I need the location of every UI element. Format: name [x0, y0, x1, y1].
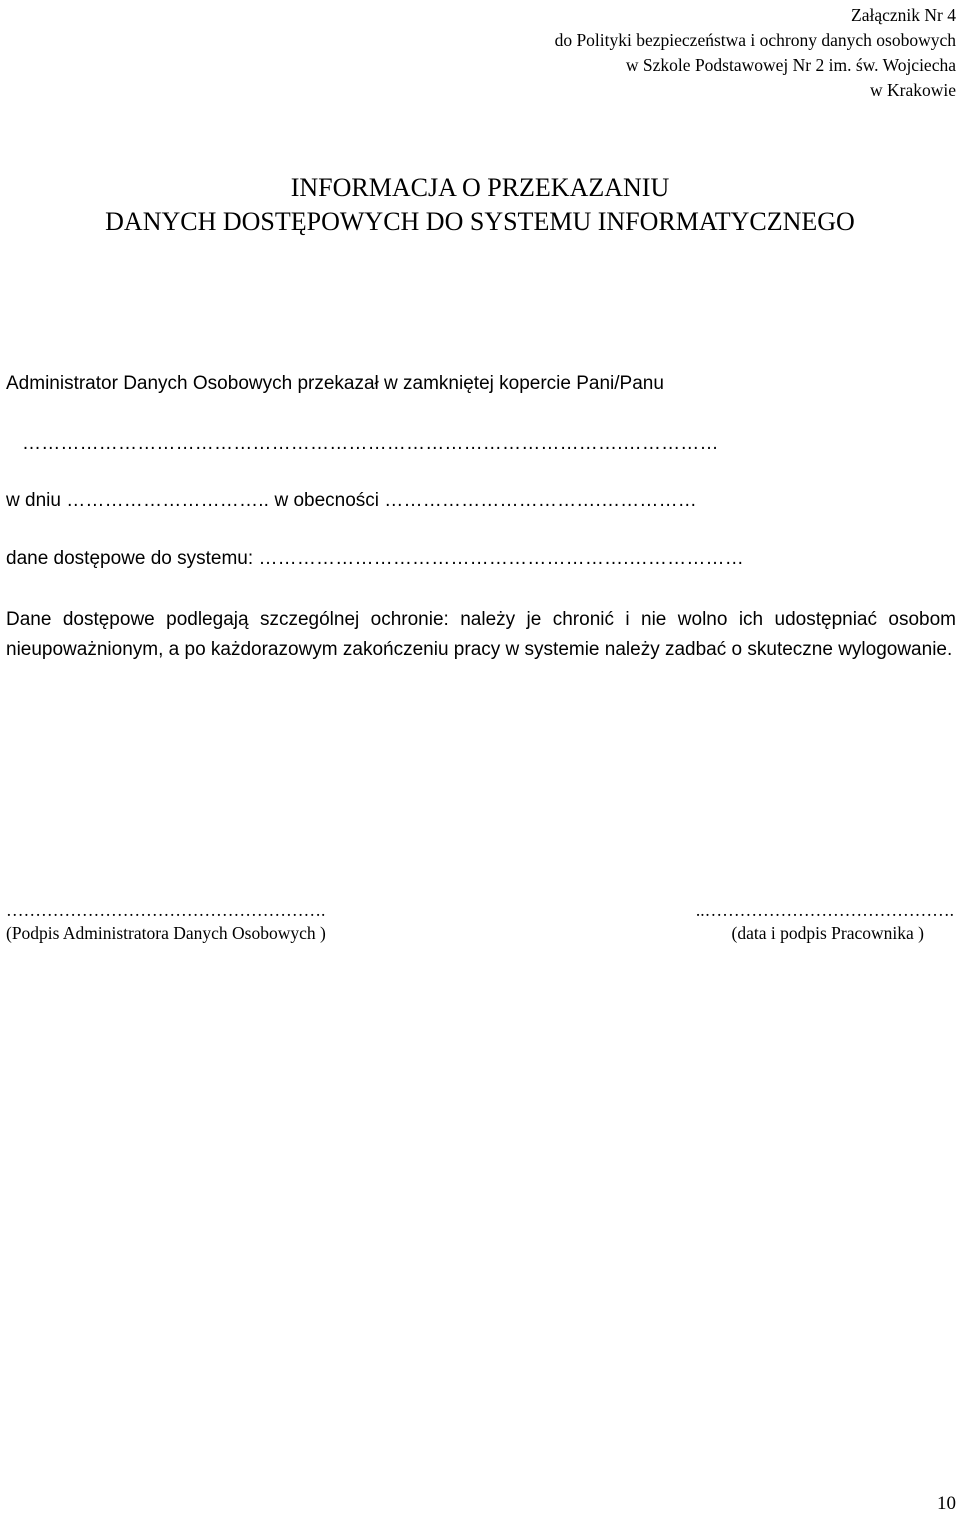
admin-transfer-line: Administrator Danych Osobowych przekazał w zamkniętej kopercie Pani/Panu — [6, 373, 664, 394]
date-presence-line — [6, 490, 697, 512]
date-field: ………………………….. — [66, 490, 270, 511]
annex-policy-line: do Polityki bezpieczeństwa i ochrony danych osobowych — [554, 30, 956, 50]
document-title — [0, 171, 960, 239]
access-label: dane dostępowe do systemu: — [6, 548, 254, 569]
annex-header — [555, 3, 956, 103]
title-line-2: DANYCH DOSTĘPOWYCH DO SYSTEMU INFORMATYCZNEGO — [105, 207, 855, 236]
admin-signature-field: ………………………………………………. — [6, 900, 326, 920]
annex-city-line: w Krakowie — [869, 80, 956, 100]
annex-title: Załącznik Nr 4 — [851, 5, 956, 25]
employee-signature-label: (data i podpis Pracownika ) — [731, 923, 924, 943]
access-data-line — [6, 548, 744, 570]
presence-label: w obecności — [274, 490, 380, 511]
employee-signature-field: ..……………………………………. — [695, 900, 954, 920]
recipient-name-field: ………………………………………………………………………………….…………… — [22, 433, 719, 454]
protection-paragraph: Dane dostępowe podlegają szczególnej ochronie: należy je chronić i nie wolno ich udostępniać osobom nieupoważnionym, a po każdorazowym zakończeniu pracy w systemie należy zadbać o skuteczne wylogowanie. — [6, 609, 956, 660]
date-label: w dniu — [6, 490, 61, 511]
title-line-1: INFORMACJA O PRZEKAZANIU — [290, 173, 670, 202]
access-field: ………………………………………………….……………… — [258, 548, 744, 569]
annex-school-line: w Szkole Podstawowej Nr 2 im. św. Wojciecha — [625, 55, 956, 75]
page-number: 10 — [937, 1493, 956, 1514]
admin-signature-label: (Podpis Administratora Danych Osobowych ) — [6, 923, 326, 943]
presence-field: …………………………….…………… — [384, 490, 697, 511]
